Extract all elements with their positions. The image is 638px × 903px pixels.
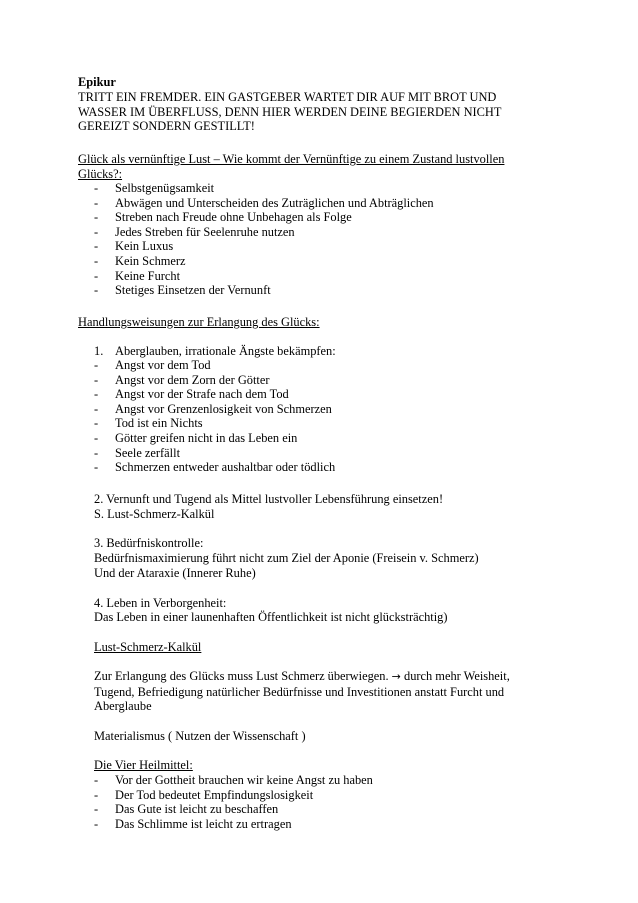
point1-list — [94, 358, 554, 475]
list-item: - Tod ist ein Nichts — [94, 416, 554, 431]
list-item: - Streben nach Freude ohne Unbehagen als Folge — [94, 210, 554, 225]
list-item: - Seele zerfällt — [94, 446, 554, 461]
kalkuel-text-b: durch mehr Weisheit, Tugend, Befriedigung natürlicher Bedürfnisse und Investitionen anstatt Furcht und Aberglaube — [94, 669, 510, 714]
list-item: - Kein Schmerz — [94, 254, 554, 269]
list-item: - Angst vor dem Zorn der Götter — [94, 373, 554, 388]
point3-line1: 3. Bedürfniskontrolle: — [94, 536, 204, 550]
point3-line3: Und der Ataraxie (Innerer Ruhe) — [94, 566, 256, 580]
point1-text: Aberglauben, irrationale Ängste bekämpfen: — [115, 344, 336, 358]
document-title: Epikur — [78, 75, 116, 89]
intro-text: TRITT EIN FREMDER. EIN GASTGEBER WARTET DIR AUF MIT BROT UND WASSER IM ÜBERFLUSS, DENN HIER WERDEN DEINE BEGIERDEN NICHT GEREIZT SONDERN GESTILLT! — [78, 90, 502, 134]
list-item: - Das Gute ist leicht zu beschaffen — [94, 802, 554, 817]
point4-line2: Das Leben in einer launenhaften Öffentlichkeit ist nicht glücksträchtig) — [94, 610, 448, 624]
point1-number: 1. — [94, 344, 104, 358]
list-item: - Angst vor Grenzenlosigkeit von Schmerzen — [94, 402, 554, 417]
list-item: - Vor der Gottheit brauchen wir keine Angst zu haben — [94, 773, 554, 788]
heilmittel-list — [94, 773, 554, 831]
point3-line2: Bedürfnismaximierung führt nicht zum Ziel der Aponie (Freisein v. Schmerz) — [94, 551, 479, 565]
list-item: - Stetiges Einsetzen der Vernunft — [94, 283, 554, 298]
list-item: - Schmerzen entweder aushaltbar oder tödlich — [94, 460, 554, 475]
list-item: - Der Tod bedeutet Empfindungslosigkeit — [94, 788, 554, 803]
list-item: - Abwägen und Unterscheiden des Zuträglichen und Abträglichen — [94, 196, 554, 211]
kalkuel-text-a: Zur Erlangung des Glücks muss Lust Schmerz überwiegen. — [94, 669, 389, 683]
list-item: - Angst vor dem Tod — [94, 358, 554, 373]
section1-heading: Glück als vernünftige Lust – Wie kommt der Vernünftige zu einem Zustand lustvollen Glücks?: — [78, 152, 505, 181]
section2-heading: Handlungsweisungen zur Erlangung des Glücks: — [78, 315, 320, 329]
point2-line2: S. Lust-Schmerz-Kalkül — [94, 507, 215, 521]
arrow-right-icon: → — [391, 670, 401, 683]
kalkuel-heading: Lust-Schmerz-Kalkül — [94, 640, 202, 654]
list-item: - Keine Furcht — [94, 269, 554, 284]
point1 — [94, 344, 554, 359]
list-item: - Das Schlimme ist leicht zu ertragen — [94, 817, 554, 832]
list-item: - Kein Luxus — [94, 239, 554, 254]
section1-list — [94, 181, 554, 298]
list-item: - Angst vor der Strafe nach dem Tod — [94, 387, 554, 402]
kalkuel-text — [94, 669, 534, 714]
heilmittel-heading: Die Vier Heilmittel: — [94, 758, 193, 772]
materialismus-text: Materialismus ( Nutzen der Wissenschaft ) — [94, 729, 306, 743]
list-item: - Jedes Streben für Seelenruhe nutzen — [94, 225, 554, 240]
list-item: - Götter greifen nicht in das Leben ein — [94, 431, 554, 446]
list-item: - Selbstgenügsamkeit — [94, 181, 554, 196]
point4-line1: 4. Leben in Verborgenheit: — [94, 596, 227, 610]
point2-line1: 2. Vernunft und Tugend als Mittel lustvoller Lebensführung einsetzen! — [94, 492, 444, 506]
